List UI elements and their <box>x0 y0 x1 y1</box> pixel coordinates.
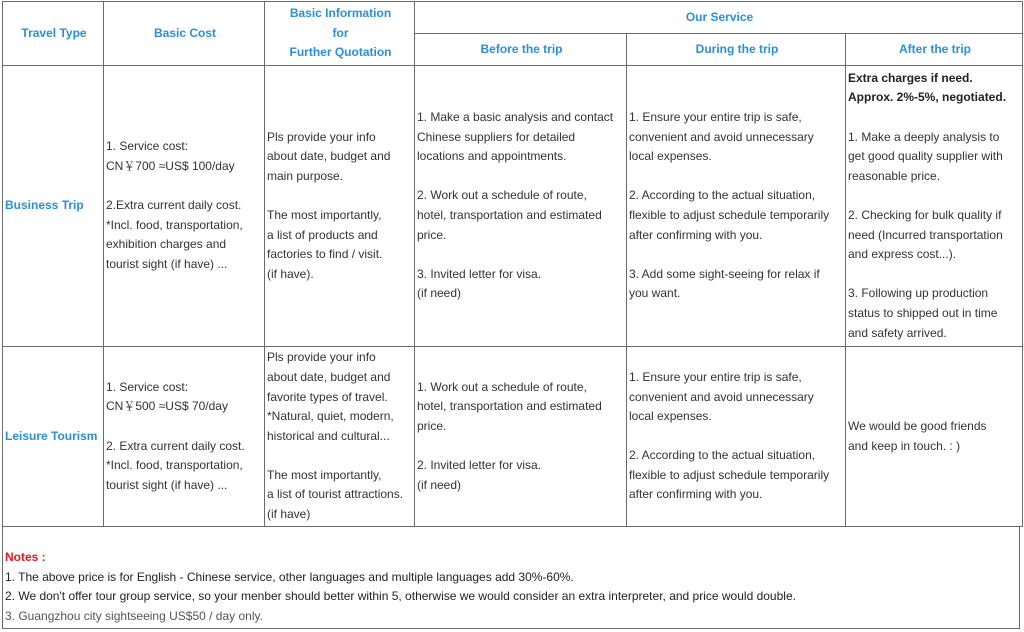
header-basic-cost: Basic Cost <box>104 2 265 66</box>
header-basic-info-line1: Basic Information <box>289 6 392 21</box>
leisure-basic-cost: 1. Service cost: CN￥500 ≈US$ 70/day 2. Extra current daily cost. *Incl. food, transportation, tourist sight (if have) ... <box>104 347 265 527</box>
business-after-extra-charges: Extra charges if need. Approx. 2%-5%, negotiated. <box>848 70 1007 105</box>
notes-section <box>2 527 1020 629</box>
header-basic-info-line2: for <box>332 25 349 40</box>
row-label-leisure-tourism: Leisure Tourism <box>3 347 104 527</box>
business-after-trip <box>846 66 1023 347</box>
header-basic-information <box>265 2 415 66</box>
note-item-1: 1. The above price is for English - Chinese service, other languages and multiple languages add 30%-60%. <box>5 569 574 584</box>
business-basic-info: Pls provide your info about date, budget and main purpose. The most importantly, a list of products and factories to find / visit. (if have). <box>265 66 415 347</box>
leisure-after-trip: We would be good friends and keep in touch. : ) <box>846 347 1023 527</box>
business-after-details: 1. Make a deeply analysis to get good quality supplier with reasonable price. 2. Checking for bulk quality if need (Incurred transportation and express cost...). 3. Following up production status to shipped out in time and safety arrived. <box>848 129 1003 340</box>
service-pricing-table <box>2 1 1023 527</box>
header-during-trip: During the trip <box>627 34 846 66</box>
leisure-before-trip: 1. Work out a schedule of route, hotel, transportation and estimated price. 2. Invited letter for visa. (if need) <box>415 347 627 527</box>
business-before-trip: 1. Make a basic analysis and contact Chinese suppliers for detailed locations and appointments. 2. Work out a schedule of route, hotel, transportation and estimated price. 3. Invited letter for visa. (if need) <box>415 66 627 347</box>
header-basic-info-line3: Further Quotation <box>289 45 392 60</box>
leisure-during-trip: 1. Ensure your entire trip is safe, convenient and avoid unnecessary local expenses. 2. According to the actual situation, flexible to adjust schedule temporarily after confirming with you. <box>627 347 846 527</box>
note-item-3: 3. Guangzhou city sightseeing US$50 / day only. <box>5 608 263 623</box>
row-label-business-trip: Business Trip <box>3 66 104 347</box>
table-row-business <box>3 66 1023 347</box>
notes-title: Notes : <box>5 550 46 564</box>
header-travel-type: Travel Type <box>3 2 104 66</box>
leisure-basic-info: Pls provide your info about date, budget and favorite types of travel. *Natural, quiet, modern, historical and cultural... The most importantly, a list of tourist attractions. (if have) <box>265 347 415 527</box>
table-row-leisure <box>3 347 1023 527</box>
note-item-2: 2. We don't offer tour group service, so your menber should better within 5, otherwise we would consider an extra interpreter, and price would double. <box>5 589 796 604</box>
header-our-service: Our Service <box>415 2 1023 34</box>
header-before-trip: Before the trip <box>415 34 627 66</box>
header-after-trip: After the trip <box>846 34 1023 66</box>
business-basic-cost: 1. Service cost: CN￥700 ≈US$ 100/day 2.Extra current daily cost. *Incl. food, transportation, exhibition charges and tourist sight (if have) ... <box>104 66 265 347</box>
business-during-trip: 1. Ensure your entire trip is safe, convenient and avoid unnecessary local expenses. 2. According to the actual situation, flexible to adjust schedule temporarily after confirming with you. 3. Add some sight-seeing for relax if you want. <box>627 66 846 347</box>
